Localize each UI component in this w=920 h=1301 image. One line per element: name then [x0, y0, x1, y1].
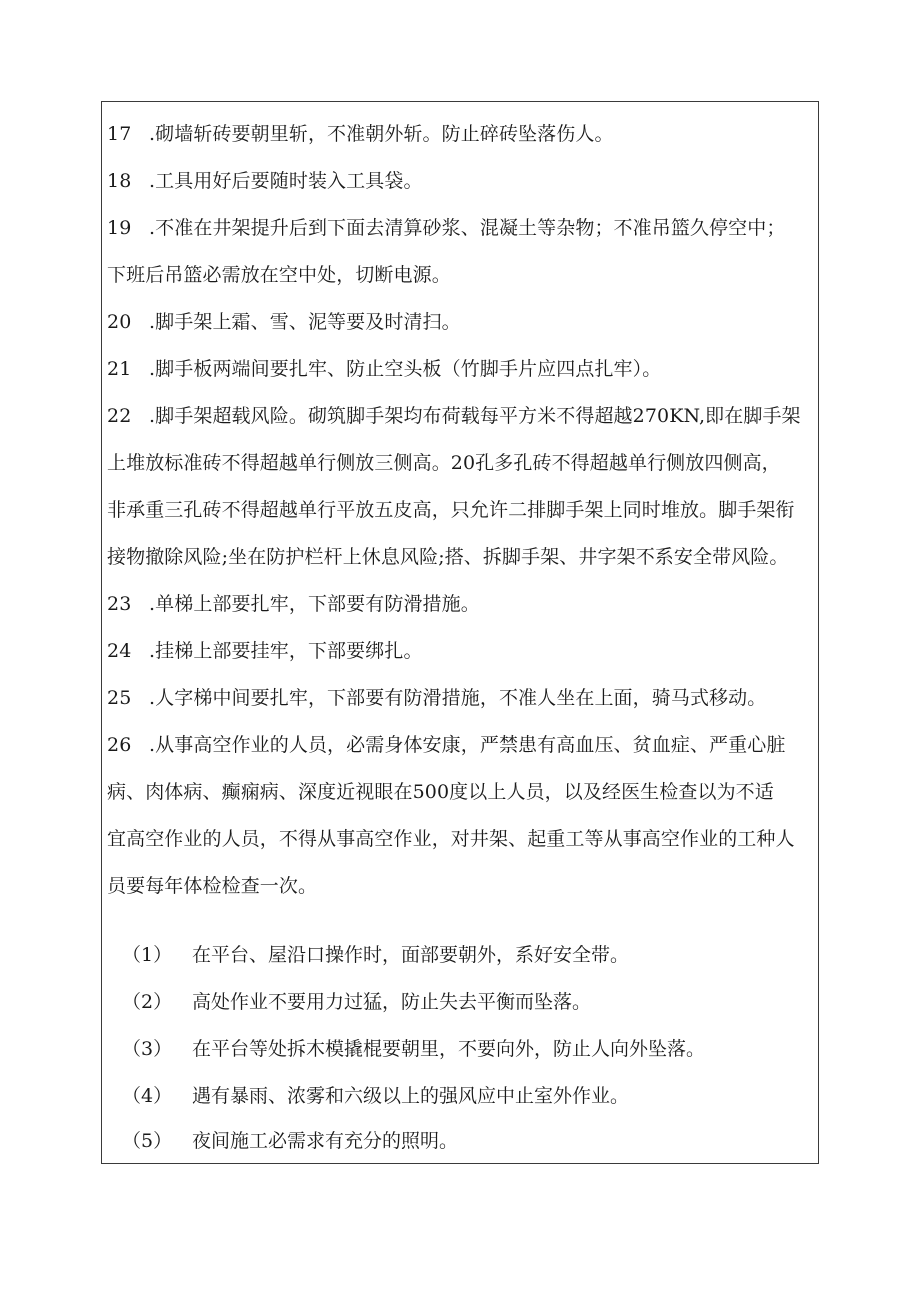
sub-item-number: （2）	[122, 991, 173, 1013]
item-number: 22	[107, 405, 132, 427]
item-text-continued: 接物撤除风险;坐在防护栏杆上休息风险;搭、拆脚手架、井字架不系安全带风险。	[107, 546, 789, 568]
item-text-continued: 宜高空作业的人员，不得从事高空作业，对井架、起重工等从事高空作业的工种人	[107, 828, 795, 850]
item-text: .单梯上部要扎牢，下部要有防滑措施。	[149, 593, 480, 615]
sub-item-number: （5）	[122, 1130, 173, 1152]
item-number: 21	[107, 358, 132, 380]
item-number: 18	[107, 170, 132, 192]
item-text: .脚手板两端间要扎牢、防止空头板（竹脚手片应四点扎牢）。	[149, 358, 662, 380]
list-item-23	[107, 581, 819, 628]
sub-item-number: （1）	[122, 944, 173, 966]
item-text-continued: 员要每年体检检查一次。	[107, 875, 318, 897]
list-item-21	[107, 346, 819, 393]
item-number: 20	[107, 311, 132, 333]
item-text: .脚手架上霜、雪、泥等要及时清扫。	[149, 311, 461, 333]
item-number: 17	[107, 123, 132, 145]
list-item-18	[107, 158, 819, 205]
list-item-24	[107, 628, 819, 675]
list-item-19	[107, 205, 819, 299]
item-number: 19	[107, 217, 132, 239]
item-number: 26	[107, 734, 132, 756]
item-text-continued: 非承重三孔砖不得超越单行平放五皮高，只允许二排脚手架上同时堆放。脚手架衔	[107, 499, 795, 521]
item-text: .砌墙斩砖要朝里斩，不准朝外斩。防止碎砖坠落伤人。	[149, 123, 614, 145]
item-text-continued: 病、肉体病、癫痫病、深度近视眼在500度以上人员，以及经医生检查以为不适	[107, 781, 774, 803]
item-text: .挂梯上部要挂牢，下部要绑扎。	[149, 640, 423, 662]
sub-item-text: 在平台等处拆木模撬棍要朝里，不要向外，防止人向外坠落。	[192, 1038, 706, 1060]
item-text: .人字梯中间要扎牢，下部要有防滑措施，不准人坐在上面，骑马式移动。	[149, 687, 767, 709]
item-text-continued: 下班后吊篮必需放在空中处，切断电源。	[107, 264, 451, 286]
item-text: .工具用好后要随时装入工具袋。	[149, 170, 423, 192]
content-frame	[101, 101, 819, 1164]
list-item-26	[107, 722, 819, 910]
sub-item-4	[122, 1073, 812, 1120]
sub-item-text: 遇有暴雨、浓雾和六级以上的强风应中止室外作业。	[192, 1085, 630, 1107]
sub-item-text: 夜间施工必需求有充分的照明。	[192, 1130, 459, 1152]
item-text: .从事高空作业的人员，必需身体安康，严禁患有高血压、贫血症、严重心脏	[149, 734, 786, 756]
list-item-22	[107, 393, 819, 581]
sub-item-number: （3）	[122, 1038, 173, 1060]
item-number: 23	[107, 593, 132, 615]
sub-item-5	[122, 1118, 812, 1165]
sub-item-number: （4）	[122, 1085, 173, 1107]
item-number: 25	[107, 687, 132, 709]
list-item-25	[107, 675, 819, 722]
sub-item-3	[122, 1026, 812, 1073]
sub-item-1	[122, 932, 812, 979]
item-number: 24	[107, 640, 132, 662]
sub-item-2	[122, 979, 812, 1026]
item-text: .不准在井架提升后到下面去清算砂浆、混凝土等杂物；不准吊篮久停空中；	[149, 217, 786, 239]
list-item-20	[107, 299, 819, 346]
list-item-17	[107, 111, 819, 158]
item-text-continued: 上堆放标准砖不得超越单行侧放三侧高。20孔多孔砖不得超越单行侧放四侧高，	[107, 452, 781, 474]
item-text: .脚手架超载风险。砌筑脚手架均布荷载每平方米不得超越270KN,即在脚手架	[149, 405, 801, 427]
sub-item-text: 高处作业不要用力过猛，防止失去平衡而坠落。	[192, 991, 592, 1013]
sub-item-text: 在平台、屋沿口操作时，面部要朝外，系好安全带。	[192, 944, 630, 966]
